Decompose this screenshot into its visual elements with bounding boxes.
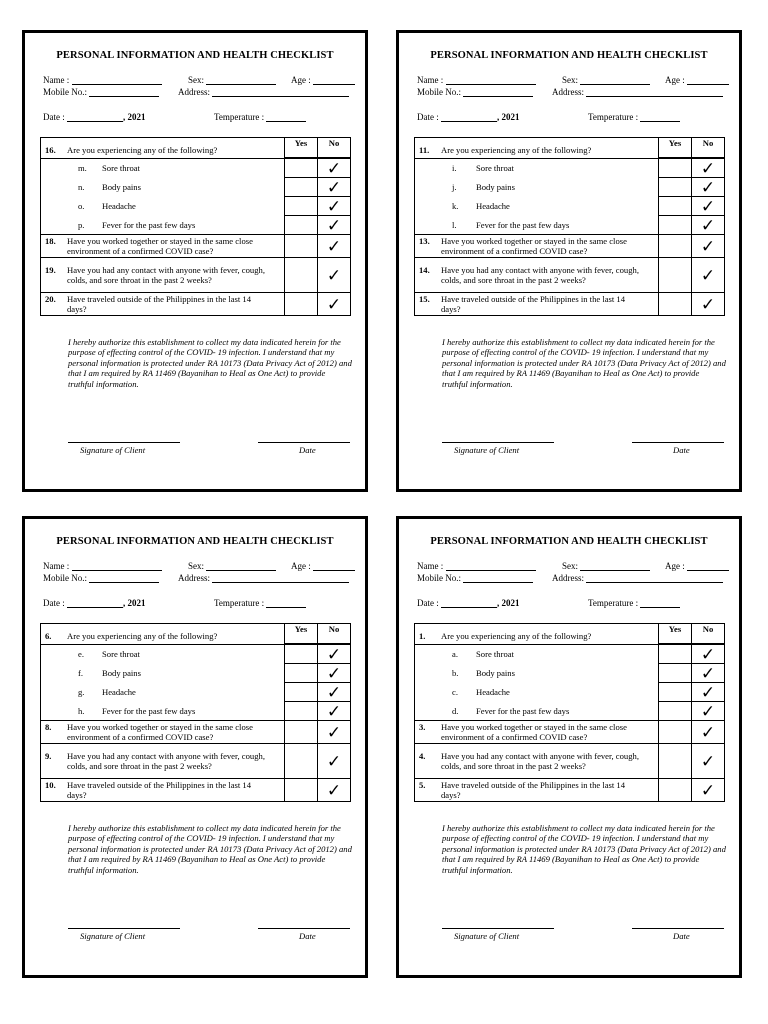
no-check-icon[interactable]: ✓ [692, 779, 725, 802]
sex-blank[interactable] [206, 561, 276, 571]
address-blank[interactable] [212, 87, 349, 97]
symptom-letter: n. [78, 182, 85, 192]
yes-cell[interactable] [659, 235, 692, 258]
mobile-field[interactable] [417, 573, 533, 583]
no-check-icon[interactable]: ✓ [692, 216, 725, 235]
mobile-blank[interactable] [89, 87, 159, 97]
no-header: No [692, 624, 725, 644]
temperature-field[interactable] [214, 112, 306, 122]
q-worked-number: 3. [419, 722, 426, 732]
q-travel-cell [415, 293, 659, 316]
temperature-label: Temperature : [214, 598, 265, 608]
no-check-icon[interactable]: ✓ [692, 721, 725, 744]
q-worked-cell [41, 721, 285, 744]
date-signature-label: Date [299, 931, 316, 941]
mobile-field[interactable] [43, 87, 159, 97]
yes-header: Yes [285, 624, 318, 644]
sex-blank[interactable] [580, 561, 650, 571]
yes-cell[interactable] [285, 645, 318, 664]
no-header: No [318, 138, 351, 158]
sex-field[interactable] [562, 561, 650, 571]
yes-cell[interactable] [285, 779, 318, 802]
no-check-icon[interactable]: ✓ [318, 258, 351, 293]
symptom-label: Sore throat [476, 163, 514, 174]
symptom-row [41, 197, 285, 216]
q-worked-text: Have you worked together or stayed in the same close environment of a confirmed COVID case? [441, 722, 627, 742]
q-travel-cell [41, 779, 285, 802]
temperature-label: Temperature : [214, 112, 265, 122]
no-header: No [692, 138, 725, 158]
symptom-row [41, 159, 285, 178]
no-check-icon[interactable]: ✓ [318, 159, 351, 178]
q-main-number: 11. [419, 145, 430, 155]
signature-line[interactable] [68, 442, 180, 443]
q-contact-number: 19. [45, 265, 56, 275]
q-worked-cell [41, 235, 285, 258]
yes-cell[interactable] [659, 744, 692, 779]
yes-cell[interactable] [285, 683, 318, 702]
date-signature-line[interactable] [258, 928, 350, 929]
q-travel-cell [41, 293, 285, 316]
name-field[interactable] [43, 561, 162, 571]
temperature-blank[interactable] [640, 598, 680, 608]
date-signature-label: Date [673, 931, 690, 941]
symptom-letter: a. [452, 649, 458, 660]
consent-statement: I hereby authorize this establishment to collect my data indicated herein for the purpose of effecting control of the COVID- 19 infection. I understand that my personal information is protected under RA 10173 (Data Privacy Act of 2012) and that I am required by RA 11469 (Bayanihan to Heal as One Act) to provide truthful information. [68, 823, 352, 875]
temperature-label: Temperature : [588, 112, 639, 122]
yes-cell[interactable] [659, 159, 692, 178]
form-title: PERSONAL INFORMATION AND HEALTH CHECKLIST [430, 50, 708, 61]
no-check-icon[interactable]: ✓ [692, 159, 725, 178]
no-check-icon[interactable]: ✓ [692, 645, 725, 664]
age-blank[interactable] [313, 561, 355, 571]
q-worked-cell [415, 235, 659, 258]
q-travel-cell [415, 779, 659, 802]
no-check-icon[interactable]: ✓ [692, 683, 725, 702]
q-travel-number: 20. [45, 294, 56, 304]
signature-label: Signature of Client [454, 931, 520, 941]
health-checklist-card-1 [22, 30, 368, 492]
health-checklist-card-3 [22, 516, 368, 978]
symptom-letter: p. [78, 219, 85, 230]
q-main-text: Are you experiencing any of the following? [67, 631, 218, 641]
date-label: Date : [43, 112, 65, 122]
sex-field[interactable] [188, 561, 276, 571]
signature-line[interactable] [68, 928, 180, 929]
name-label: Name : [417, 561, 444, 571]
no-check-icon[interactable]: ✓ [318, 645, 351, 664]
date-signature-label: Date [673, 445, 690, 455]
address-blank[interactable] [212, 573, 349, 583]
q-main-cell [415, 624, 659, 645]
year-text: , 2021 [497, 112, 520, 122]
consent-statement: I hereby authorize this establishment to collect my data indicated herein for the purpose of effecting control of the COVID- 19 infection. I understand that my personal information is protected under RA 10173 (Data Privacy Act of 2012) and that I am required by RA 11469 (Bayanihan to Heal as One Act) to provide truthful information. [442, 337, 726, 389]
name-field[interactable] [43, 75, 162, 85]
symptom-row [41, 683, 285, 702]
no-check-icon[interactable]: ✓ [318, 235, 351, 258]
symptom-label: Headache [102, 201, 136, 211]
signature-label: Signature of Client [454, 445, 520, 455]
yes-header: Yes [285, 138, 318, 158]
symptom-letter: f. [78, 668, 84, 678]
date-signature-line[interactable] [258, 442, 350, 443]
date-signature-line[interactable] [632, 928, 724, 929]
form-title: PERSONAL INFORMATION AND HEALTH CHECKLIST [56, 536, 334, 547]
symptom-label: Body pains [476, 668, 515, 678]
no-check-icon[interactable]: ✓ [318, 779, 351, 802]
year-text: , 2021 [497, 598, 520, 608]
symptom-letter: k. [452, 201, 459, 211]
yes-cell[interactable] [659, 664, 692, 683]
yes-cell[interactable] [285, 721, 318, 744]
q-worked-cell [415, 721, 659, 744]
date-field[interactable] [43, 112, 146, 122]
q-travel-number: 10. [45, 780, 56, 790]
yes-cell[interactable] [659, 216, 692, 235]
mobile-field[interactable] [43, 573, 159, 583]
sex-blank[interactable] [580, 75, 650, 85]
form-title: PERSONAL INFORMATION AND HEALTH CHECKLIST [430, 536, 708, 547]
no-check-icon[interactable]: ✓ [318, 702, 351, 721]
q-worked-number: 13. [419, 236, 430, 246]
name-label: Name : [43, 75, 70, 85]
yes-cell[interactable] [285, 293, 318, 316]
symptom-label: Body pains [476, 182, 515, 192]
form-title: PERSONAL INFORMATION AND HEALTH CHECKLIST [56, 50, 334, 61]
temperature-blank[interactable] [266, 112, 306, 122]
q-contact-cell [415, 744, 659, 779]
symptom-row [415, 702, 659, 721]
date-label: Date : [417, 112, 439, 122]
q-main-number: 6. [45, 631, 52, 641]
mobile-label: Mobile No.: [43, 87, 87, 97]
yes-cell[interactable] [285, 159, 318, 178]
age-label: Age : [665, 561, 685, 571]
date-label: Date : [417, 598, 439, 608]
q-contact-cell [415, 258, 659, 293]
name-blank[interactable] [72, 75, 162, 85]
q-main-cell [41, 624, 285, 645]
q-contact-number: 14. [419, 265, 430, 275]
symptom-letter: m. [78, 163, 87, 174]
q-contact-number: 4. [419, 751, 426, 761]
symptom-letter: h. [78, 705, 85, 716]
address-field[interactable] [552, 87, 723, 97]
health-checklist-card-2 [396, 30, 742, 492]
date-blank[interactable] [67, 598, 123, 608]
symptom-row [415, 216, 659, 235]
name-field[interactable] [417, 75, 536, 85]
symptom-label: Sore throat [102, 163, 140, 174]
symptom-letter: b. [452, 668, 459, 678]
no-check-icon[interactable]: ✓ [692, 664, 725, 683]
q-travel-text: Have traveled outside of the Philippines in the last 14 days? [441, 294, 626, 314]
q-main-cell [415, 138, 659, 159]
no-check-icon[interactable]: ✓ [692, 744, 725, 779]
no-check-icon[interactable]: ✓ [692, 258, 725, 293]
address-blank[interactable] [586, 87, 723, 97]
q-main-text: Are you experiencing any of the following? [441, 631, 592, 641]
yes-cell[interactable] [659, 258, 692, 293]
age-label: Age : [291, 75, 311, 85]
no-check-icon[interactable]: ✓ [318, 664, 351, 683]
q-worked-text: Have you worked together or stayed in the same close environment of a confirmed COVID case? [441, 236, 627, 256]
yes-cell[interactable] [659, 645, 692, 664]
temperature-field[interactable] [588, 112, 680, 122]
mobile-field[interactable] [417, 87, 533, 97]
year-text: , 2021 [123, 598, 146, 608]
q-main-text: Are you experiencing any of the following? [441, 145, 592, 155]
symptom-letter: i. [452, 163, 457, 174]
date-blank[interactable] [441, 598, 497, 608]
symptom-letter: c. [452, 687, 458, 697]
temperature-blank[interactable] [266, 598, 306, 608]
consent-statement: I hereby authorize this establishment to collect my data indicated herein for the purpose of effecting control of the COVID- 19 infection. I understand that my personal information is protected under RA 10173 (Data Privacy Act of 2012) and that I am required by RA 11469 (Bayanihan to Heal as One Act) to provide truthful information. [68, 337, 352, 389]
symptom-label: Sore throat [102, 649, 140, 660]
address-field[interactable] [178, 87, 349, 97]
symptom-label: Body pains [102, 182, 141, 192]
yes-cell[interactable] [285, 664, 318, 683]
sex-field[interactable] [188, 75, 276, 85]
symptom-letter: j. [452, 182, 457, 192]
address-field[interactable] [552, 573, 723, 583]
no-check-icon[interactable]: ✓ [692, 293, 725, 316]
yes-cell[interactable] [285, 197, 318, 216]
temperature-field[interactable] [588, 598, 680, 608]
yes-cell[interactable] [659, 702, 692, 721]
yes-cell[interactable] [659, 683, 692, 702]
symptom-label: Headache [476, 687, 510, 697]
consent-statement: I hereby authorize this establishment to collect my data indicated herein for the purpose of effecting control of the COVID- 19 infection. I understand that my personal information is protected under RA 10173 (Data Privacy Act of 2012) and that I am required by RA 11469 (Bayanihan to Heal as One Act) to provide truthful information. [442, 823, 726, 875]
name-label: Name : [43, 561, 70, 571]
symptom-row [415, 197, 659, 216]
q-contact-number: 9. [45, 751, 52, 761]
no-check-icon[interactable]: ✓ [318, 178, 351, 197]
q-contact-text: Have you had any contact with anyone with fever, cough, colds, and sore throat in the past 2 weeks? [67, 265, 265, 285]
health-checklist-table [414, 623, 725, 802]
age-field[interactable] [291, 75, 355, 85]
address-label: Address: [178, 87, 210, 97]
q-main-number: 16. [45, 145, 56, 155]
signature-label: Signature of Client [80, 445, 146, 455]
mobile-blank[interactable] [463, 573, 533, 583]
symptom-row [415, 645, 659, 664]
address-blank[interactable] [586, 573, 723, 583]
sex-label: Sex: [562, 561, 579, 571]
symptom-label: Fever for the past few days [476, 219, 570, 230]
symptom-row [41, 702, 285, 721]
sex-label: Sex: [188, 75, 205, 85]
q-travel-text: Have traveled outside of the Philippines in the last 14 days? [67, 294, 252, 314]
symptom-label: Headache [476, 201, 510, 211]
yes-cell[interactable] [659, 178, 692, 197]
signature-label: Signature of Client [80, 931, 146, 941]
age-blank[interactable] [687, 561, 729, 571]
temperature-blank[interactable] [640, 112, 680, 122]
yes-cell[interactable] [659, 293, 692, 316]
q-worked-text: Have you worked together or stayed in the same close environment of a confirmed COVID case? [67, 236, 253, 256]
symptom-row [415, 683, 659, 702]
address-label: Address: [552, 87, 584, 97]
date-blank[interactable] [67, 112, 123, 122]
symptom-label: Sore throat [476, 649, 514, 660]
health-checklist-card-4 [396, 516, 742, 978]
symptom-row [415, 159, 659, 178]
date-signature-line[interactable] [632, 442, 724, 443]
age-field[interactable] [291, 561, 355, 571]
symptom-letter: o. [78, 201, 85, 211]
address-label: Address: [178, 573, 210, 583]
q-travel-text: Have traveled outside of the Philippines in the last 14 days? [441, 780, 626, 800]
sex-label: Sex: [562, 75, 579, 85]
q-main-text: Are you experiencing any of the following? [67, 145, 218, 155]
symptom-letter: d. [452, 705, 459, 716]
age-label: Age : [291, 561, 311, 571]
no-check-icon[interactable]: ✓ [318, 721, 351, 744]
sex-label: Sex: [188, 561, 205, 571]
name-blank[interactable] [446, 561, 536, 571]
health-checklist-table [414, 137, 725, 316]
symptom-row [41, 178, 285, 197]
age-label: Age : [665, 75, 685, 85]
sex-field[interactable] [562, 75, 650, 85]
symptom-letter: g. [78, 687, 85, 697]
date-field[interactable] [417, 598, 520, 608]
symptom-row [41, 645, 285, 664]
health-checklist-table [40, 623, 351, 802]
q-contact-text: Have you had any contact with anyone with fever, cough, colds, and sore throat in the past 2 weeks? [441, 265, 639, 285]
no-check-icon[interactable]: ✓ [318, 744, 351, 779]
yes-cell[interactable] [285, 216, 318, 235]
mobile-label: Mobile No.: [417, 573, 461, 583]
address-field[interactable] [178, 573, 349, 583]
signature-line[interactable] [442, 928, 554, 929]
yes-header: Yes [659, 624, 692, 644]
q-worked-number: 18. [45, 236, 56, 246]
no-check-icon[interactable]: ✓ [692, 197, 725, 216]
no-check-icon[interactable]: ✓ [692, 235, 725, 258]
temperature-label: Temperature : [588, 598, 639, 608]
date-field[interactable] [417, 112, 520, 122]
health-checklist-table [40, 137, 351, 316]
address-label: Address: [552, 573, 584, 583]
yes-cell[interactable] [659, 197, 692, 216]
age-blank[interactable] [687, 75, 729, 85]
q-travel-text: Have traveled outside of the Philippines in the last 14 days? [67, 780, 252, 800]
mobile-label: Mobile No.: [417, 87, 461, 97]
mobile-label: Mobile No.: [43, 573, 87, 583]
year-text: , 2021 [123, 112, 146, 122]
yes-cell[interactable] [659, 721, 692, 744]
no-check-icon[interactable]: ✓ [318, 683, 351, 702]
q-contact-text: Have you had any contact with anyone with fever, cough, colds, and sore throat in the past 2 weeks? [67, 751, 265, 771]
q-main-number: 1. [419, 631, 426, 641]
yes-cell[interactable] [285, 258, 318, 293]
q-travel-number: 15. [419, 294, 430, 304]
q-worked-number: 8. [45, 722, 52, 732]
q-worked-text: Have you worked together or stayed in the same close environment of a confirmed COVID case? [67, 722, 253, 742]
date-field[interactable] [43, 598, 146, 608]
name-blank[interactable] [446, 75, 536, 85]
sex-blank[interactable] [206, 75, 276, 85]
symptom-row [415, 178, 659, 197]
no-header: No [318, 624, 351, 644]
mobile-blank[interactable] [463, 87, 533, 97]
yes-cell[interactable] [285, 702, 318, 721]
name-field[interactable] [417, 561, 536, 571]
no-check-icon[interactable]: ✓ [318, 293, 351, 316]
temperature-field[interactable] [214, 598, 306, 608]
signature-line[interactable] [442, 442, 554, 443]
q-contact-text: Have you had any contact with anyone with fever, cough, colds, and sore throat in the past 2 weeks? [441, 751, 639, 771]
yes-cell[interactable] [659, 779, 692, 802]
symptom-letter: l. [452, 219, 457, 230]
symptom-row [415, 664, 659, 683]
q-travel-number: 5. [419, 780, 426, 790]
no-check-icon[interactable]: ✓ [692, 702, 725, 721]
q-contact-cell [41, 258, 285, 293]
mobile-blank[interactable] [89, 573, 159, 583]
no-check-icon[interactable]: ✓ [318, 197, 351, 216]
name-blank[interactable] [72, 561, 162, 571]
no-check-icon[interactable]: ✓ [318, 216, 351, 235]
date-signature-label: Date [299, 445, 316, 455]
symptom-label: Fever for the past few days [476, 705, 570, 716]
symptom-label: Body pains [102, 668, 141, 678]
symptom-label: Headache [102, 687, 136, 697]
symptom-label: Fever for the past few days [102, 705, 196, 716]
date-blank[interactable] [441, 112, 497, 122]
q-main-cell [41, 138, 285, 159]
yes-cell[interactable] [285, 178, 318, 197]
yes-header: Yes [659, 138, 692, 158]
symptom-row [41, 664, 285, 683]
symptom-row [41, 216, 285, 235]
name-label: Name : [417, 75, 444, 85]
date-label: Date : [43, 598, 65, 608]
symptom-label: Fever for the past few days [102, 219, 196, 230]
age-field[interactable] [665, 75, 729, 85]
yes-cell[interactable] [285, 744, 318, 779]
no-check-icon[interactable]: ✓ [692, 178, 725, 197]
age-field[interactable] [665, 561, 729, 571]
symptom-letter: e. [78, 649, 84, 660]
age-blank[interactable] [313, 75, 355, 85]
yes-cell[interactable] [285, 235, 318, 258]
q-contact-cell [41, 744, 285, 779]
